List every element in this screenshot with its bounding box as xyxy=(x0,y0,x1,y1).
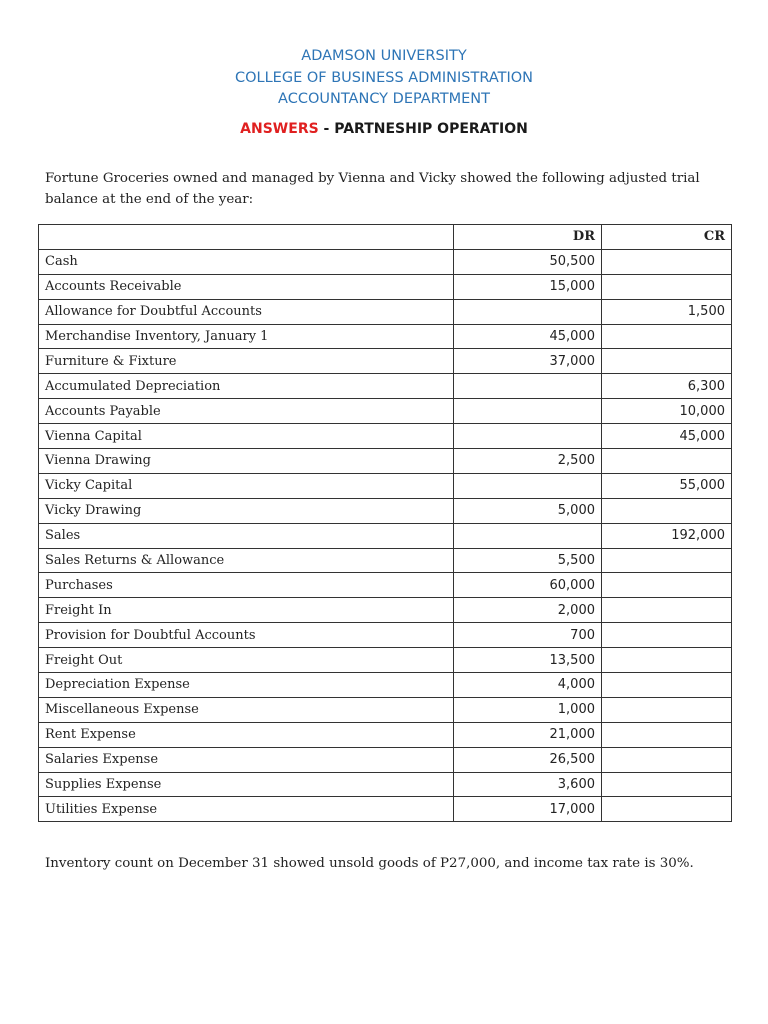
table-row xyxy=(39,697,732,722)
account-cell: Sales xyxy=(39,523,454,548)
account-cell: Miscellaneous Expense xyxy=(39,697,454,722)
dr-cell: 50,500 xyxy=(454,249,602,274)
cr-cell xyxy=(602,449,732,474)
account-cell: Sales Returns & Allowance xyxy=(39,548,454,573)
table-row xyxy=(39,523,732,548)
account-cell: Salaries Expense xyxy=(39,747,454,772)
intro-paragraph: Fortune Groceries owned and managed by Vienna and Vicky showed the following adjusted trial balance at the end of the year: xyxy=(45,171,700,207)
account-cell: Supplies Expense xyxy=(39,772,454,797)
account-cell: Depreciation Expense xyxy=(39,673,454,698)
dr-cell: 700 xyxy=(454,623,602,648)
university-name: ADAMSON UNIVERSITY xyxy=(301,48,467,64)
table-row xyxy=(39,648,732,673)
cr-cell xyxy=(602,548,732,573)
dr-cell: 45,000 xyxy=(454,324,602,349)
dr-cell: 4,000 xyxy=(454,673,602,698)
cr-cell xyxy=(602,797,732,822)
table-row xyxy=(39,573,732,598)
document-title xyxy=(0,121,768,137)
account-cell: Allowance for Doubtful Accounts xyxy=(39,299,454,324)
cr-cell xyxy=(602,673,732,698)
cr-cell xyxy=(602,274,732,299)
account-cell: Purchases xyxy=(39,573,454,598)
cr-cell xyxy=(602,573,732,598)
dr-cell: 21,000 xyxy=(454,722,602,747)
table-header-row xyxy=(39,225,732,250)
account-cell: Accounts Payable xyxy=(39,399,454,424)
cr-cell: 10,000 xyxy=(602,399,732,424)
college-name: COLLEGE OF BUSINESS ADMINISTRATION xyxy=(234,69,534,86)
dr-cell: 37,000 xyxy=(454,349,602,374)
cr-cell xyxy=(602,324,732,349)
table-row xyxy=(39,598,732,623)
table-row xyxy=(39,449,732,474)
dr-cell: 1,000 xyxy=(454,697,602,722)
table-row xyxy=(39,548,732,573)
cr-cell: 45,000 xyxy=(602,424,732,449)
dr-cell xyxy=(454,374,602,399)
table-row xyxy=(39,722,732,747)
account-cell: Accounts Receivable xyxy=(39,274,454,299)
dr-cell xyxy=(454,523,602,548)
account-cell: Vicky Drawing xyxy=(39,498,454,523)
cr-cell xyxy=(602,772,732,797)
cr-cell xyxy=(602,623,732,648)
table-row xyxy=(39,299,732,324)
header xyxy=(0,46,768,111)
dr-cell xyxy=(454,424,602,449)
account-cell: Merchandise Inventory, January 1 xyxy=(39,324,454,349)
table-row xyxy=(39,349,732,374)
account-cell: Vienna Drawing xyxy=(39,449,454,474)
header-cr: CR xyxy=(602,225,732,250)
dr-cell: 13,500 xyxy=(454,648,602,673)
cr-cell xyxy=(602,747,732,772)
footer-paragraph: Inventory count on December 31 showed unsold goods of P27,000, and income tax rate is 30%. xyxy=(45,856,694,871)
trial-balance-table xyxy=(38,224,732,822)
dr-cell xyxy=(454,473,602,498)
table-row xyxy=(39,399,732,424)
account-cell: Utilities Expense xyxy=(39,797,454,822)
table-row xyxy=(39,274,732,299)
account-cell: Vienna Capital xyxy=(39,424,454,449)
cr-cell xyxy=(602,648,732,673)
account-cell: Accumulated Depreciation xyxy=(39,374,454,399)
table-row xyxy=(39,747,732,772)
cr-cell xyxy=(602,349,732,374)
account-cell: Freight In xyxy=(39,598,454,623)
department-name: ACCOUNTANCY DEPARTMENT xyxy=(278,91,490,107)
account-cell: Rent Expense xyxy=(39,722,454,747)
cr-cell: 1,500 xyxy=(602,299,732,324)
account-cell: Furniture & Fixture xyxy=(39,349,454,374)
dr-cell: 26,500 xyxy=(454,747,602,772)
dr-cell: 5,000 xyxy=(454,498,602,523)
answers-label: ANSWERS xyxy=(240,121,319,137)
table-row xyxy=(39,324,732,349)
cr-cell xyxy=(602,498,732,523)
table-row xyxy=(39,498,732,523)
dr-cell: 2,500 xyxy=(454,449,602,474)
table-row xyxy=(39,673,732,698)
table-row xyxy=(39,374,732,399)
header-account xyxy=(39,225,454,250)
cr-cell: 192,000 xyxy=(602,523,732,548)
table-row xyxy=(39,249,732,274)
cr-cell xyxy=(602,722,732,747)
cr-cell xyxy=(602,598,732,623)
table-row xyxy=(39,772,732,797)
account-cell: Vicky Capital xyxy=(39,473,454,498)
table-body xyxy=(39,249,732,821)
title-rest: - PARTNESHIP OPERATION xyxy=(318,121,528,137)
cr-cell xyxy=(602,249,732,274)
header-dr: DR xyxy=(454,225,602,250)
dr-cell: 5,500 xyxy=(454,548,602,573)
table-row xyxy=(39,797,732,822)
table-row xyxy=(39,424,732,449)
account-cell: Cash xyxy=(39,249,454,274)
dr-cell: 60,000 xyxy=(454,573,602,598)
dr-cell: 15,000 xyxy=(454,274,602,299)
cr-cell xyxy=(602,697,732,722)
account-cell: Freight Out xyxy=(39,648,454,673)
cr-cell: 55,000 xyxy=(602,473,732,498)
dr-cell: 2,000 xyxy=(454,598,602,623)
dr-cell: 17,000 xyxy=(454,797,602,822)
cr-cell: 6,300 xyxy=(602,374,732,399)
dr-cell: 3,600 xyxy=(454,772,602,797)
table-row xyxy=(39,623,732,648)
dr-cell xyxy=(454,399,602,424)
account-cell: Provision for Doubtful Accounts xyxy=(39,623,454,648)
table-row xyxy=(39,473,732,498)
dr-cell xyxy=(454,299,602,324)
